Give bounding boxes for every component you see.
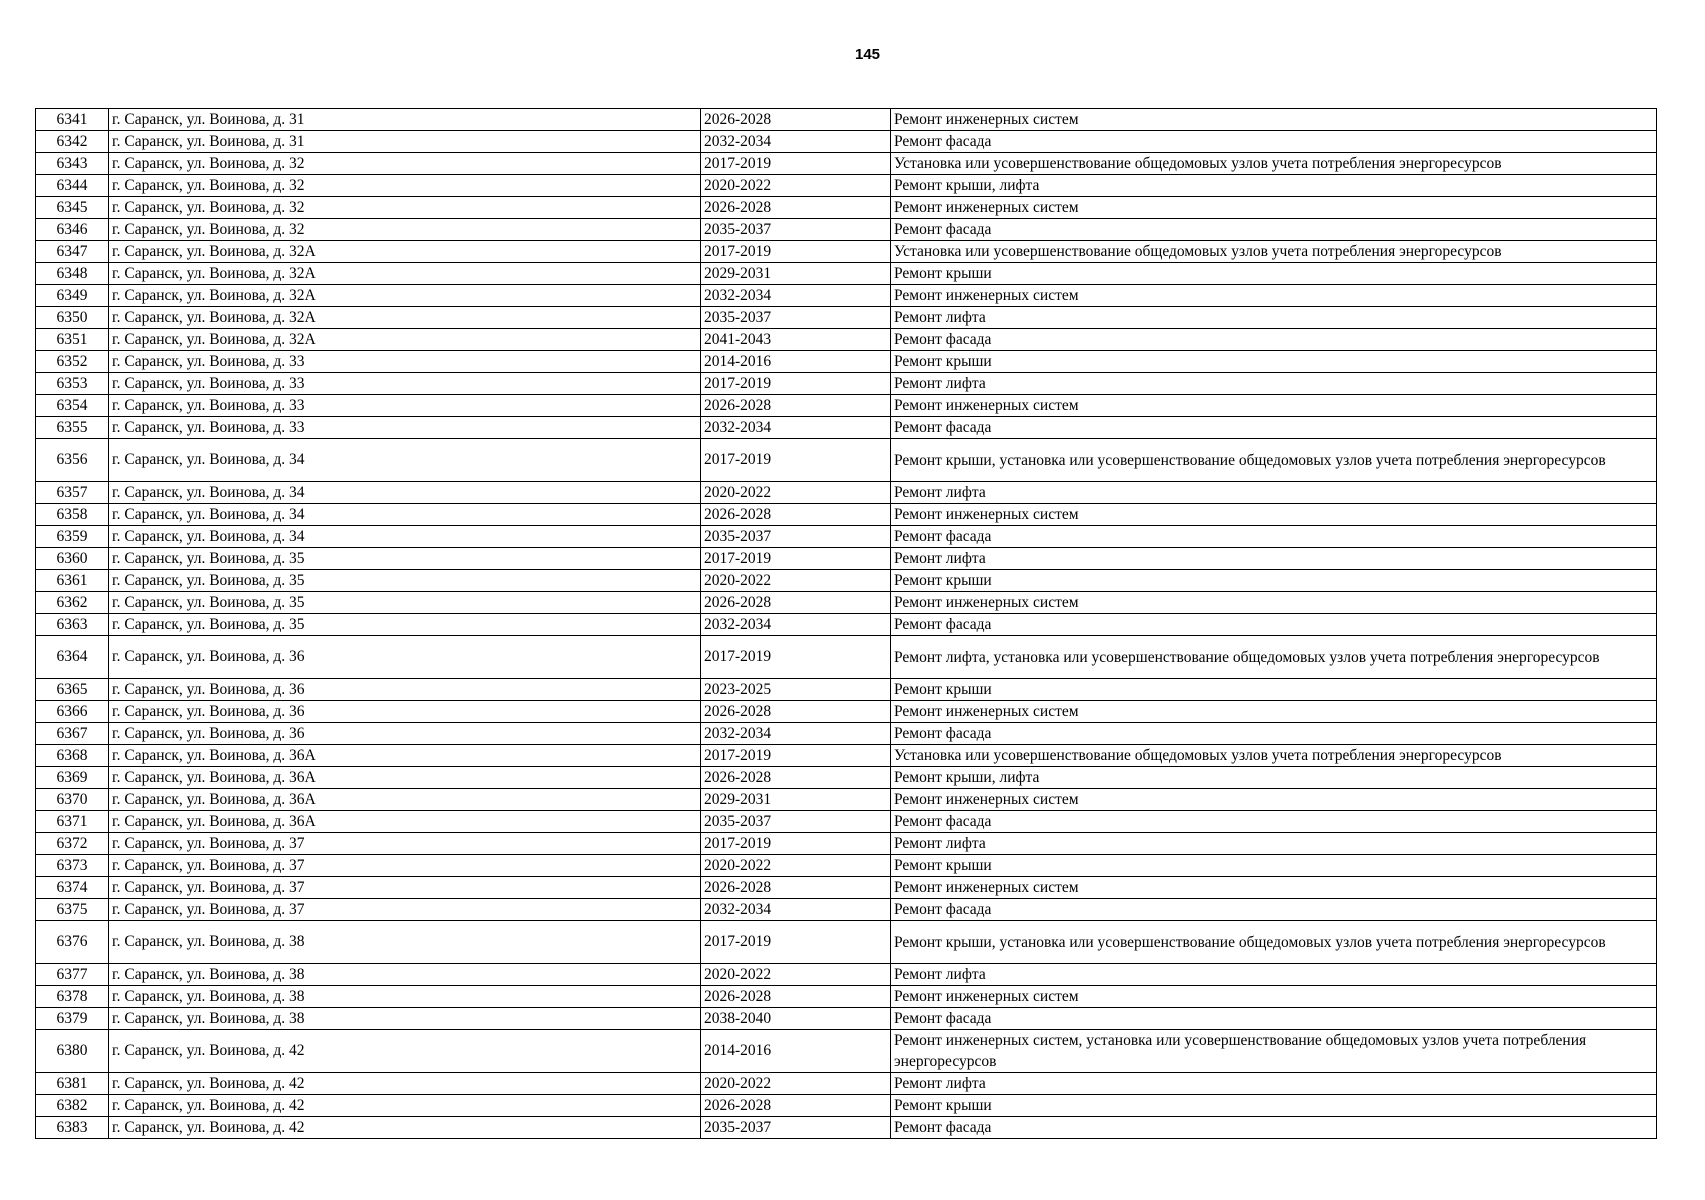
table-row <box>36 175 1657 197</box>
row-number: 6354 <box>36 395 109 417</box>
table-row <box>36 131 1657 153</box>
repair-schedule-table <box>35 108 1657 1139</box>
row-number: 6348 <box>36 263 109 285</box>
table-row <box>36 1008 1657 1030</box>
period-cell: 2035-2037 <box>701 811 891 833</box>
address-cell: г. Саранск, ул. Воинова, д. 42 <box>109 1030 701 1073</box>
period-cell: 2017-2019 <box>701 636 891 679</box>
row-number: 6376 <box>36 921 109 964</box>
table-row <box>36 351 1657 373</box>
address-cell: г. Саранск, ул. Воинова, д. 35 <box>109 614 701 636</box>
row-number: 6375 <box>36 899 109 921</box>
period-cell: 2017-2019 <box>701 833 891 855</box>
table-row <box>36 964 1657 986</box>
address-cell: г. Саранск, ул. Воинова, д. 32 <box>109 153 701 175</box>
work-type-cell: Ремонт крыши, установка или усовершенствование общедомовых узлов учета потребления энергоресурсов <box>891 921 1657 964</box>
table-row <box>36 504 1657 526</box>
table-row <box>36 679 1657 701</box>
work-type-cell: Ремонт инженерных систем <box>891 504 1657 526</box>
table-row <box>36 921 1657 964</box>
work-type-cell: Установка или усовершенствование общедомовых узлов учета потребления энергоресурсов <box>891 153 1657 175</box>
row-number: 6355 <box>36 417 109 439</box>
address-cell: г. Саранск, ул. Воинова, д. 36 <box>109 636 701 679</box>
work-type-cell: Установка или усовершенствование общедомовых узлов учета потребления энергоресурсов <box>891 745 1657 767</box>
work-type-cell: Ремонт лифта <box>891 482 1657 504</box>
table-row <box>36 855 1657 877</box>
work-type-cell: Ремонт фасада <box>891 219 1657 241</box>
row-number: 6358 <box>36 504 109 526</box>
work-type-cell: Ремонт инженерных систем <box>891 701 1657 723</box>
row-number: 6372 <box>36 833 109 855</box>
work-type-cell: Ремонт крыши, установка или усовершенствование общедомовых узлов учета потребления энергоресурсов <box>891 439 1657 482</box>
work-type-cell: Ремонт крыши, лифта <box>891 175 1657 197</box>
table-row <box>36 877 1657 899</box>
period-cell: 2020-2022 <box>701 175 891 197</box>
table-body <box>36 109 1657 1139</box>
period-cell: 2017-2019 <box>701 373 891 395</box>
work-type-cell: Ремонт инженерных систем <box>891 109 1657 131</box>
period-cell: 2020-2022 <box>701 1073 891 1095</box>
row-number: 6383 <box>36 1117 109 1139</box>
work-type-cell: Ремонт лифта <box>891 1073 1657 1095</box>
period-cell: 2017-2019 <box>701 439 891 482</box>
period-cell: 2035-2037 <box>701 219 891 241</box>
address-cell: г. Саранск, ул. Воинова, д. 42 <box>109 1073 701 1095</box>
table-row <box>36 986 1657 1008</box>
work-type-cell: Ремонт фасада <box>891 1008 1657 1030</box>
work-type-cell: Ремонт фасада <box>891 1117 1657 1139</box>
table-row <box>36 1030 1657 1073</box>
period-cell: 2026-2028 <box>701 877 891 899</box>
table-row <box>36 526 1657 548</box>
work-type-cell: Ремонт крыши <box>891 263 1657 285</box>
row-number: 6345 <box>36 197 109 219</box>
period-cell: 2014-2016 <box>701 1030 891 1073</box>
address-cell: г. Саранск, ул. Воинова, д. 37 <box>109 855 701 877</box>
row-number: 6373 <box>36 855 109 877</box>
table-row <box>36 197 1657 219</box>
address-cell: г. Саранск, ул. Воинова, д. 34 <box>109 526 701 548</box>
table-row <box>36 811 1657 833</box>
work-type-cell: Установка или усовершенствование общедомовых узлов учета потребления энергоресурсов <box>891 241 1657 263</box>
address-cell: г. Саранск, ул. Воинова, д. 33 <box>109 395 701 417</box>
work-type-cell: Ремонт инженерных систем <box>891 285 1657 307</box>
period-cell: 2023-2025 <box>701 679 891 701</box>
period-cell: 2020-2022 <box>701 570 891 592</box>
row-number: 6344 <box>36 175 109 197</box>
table-row <box>36 417 1657 439</box>
table-row <box>36 153 1657 175</box>
period-cell: 2017-2019 <box>701 921 891 964</box>
period-cell: 2029-2031 <box>701 789 891 811</box>
address-cell: г. Саранск, ул. Воинова, д. 32А <box>109 241 701 263</box>
period-cell: 2026-2028 <box>701 701 891 723</box>
period-cell: 2026-2028 <box>701 504 891 526</box>
row-number: 6356 <box>36 439 109 482</box>
address-cell: г. Саранск, ул. Воинова, д. 35 <box>109 592 701 614</box>
work-type-cell: Ремонт лифта <box>891 548 1657 570</box>
period-cell: 2035-2037 <box>701 307 891 329</box>
work-type-cell: Ремонт инженерных систем <box>891 197 1657 219</box>
period-cell: 2032-2034 <box>701 417 891 439</box>
table-row <box>36 570 1657 592</box>
row-number: 6380 <box>36 1030 109 1073</box>
period-cell: 2038-2040 <box>701 1008 891 1030</box>
period-cell: 2035-2037 <box>701 526 891 548</box>
work-type-cell: Ремонт лифта <box>891 833 1657 855</box>
table-row <box>36 285 1657 307</box>
work-type-cell: Ремонт фасада <box>891 811 1657 833</box>
period-cell: 2020-2022 <box>701 482 891 504</box>
address-cell: г. Саранск, ул. Воинова, д. 35 <box>109 570 701 592</box>
work-type-cell: Ремонт крыши <box>891 855 1657 877</box>
period-cell: 2026-2028 <box>701 592 891 614</box>
row-number: 6374 <box>36 877 109 899</box>
table-row <box>36 548 1657 570</box>
period-cell: 2017-2019 <box>701 745 891 767</box>
table-row <box>36 767 1657 789</box>
address-cell: г. Саранск, ул. Воинова, д. 32А <box>109 307 701 329</box>
row-number: 6352 <box>36 351 109 373</box>
period-cell: 2026-2028 <box>701 986 891 1008</box>
work-type-cell: Ремонт инженерных систем <box>891 877 1657 899</box>
period-cell: 2017-2019 <box>701 241 891 263</box>
period-cell: 2017-2019 <box>701 153 891 175</box>
row-number: 6370 <box>36 789 109 811</box>
row-number: 6346 <box>36 219 109 241</box>
row-number: 6365 <box>36 679 109 701</box>
row-number: 6359 <box>36 526 109 548</box>
address-cell: г. Саранск, ул. Воинова, д. 35 <box>109 548 701 570</box>
address-cell: г. Саранск, ул. Воинова, д. 36 <box>109 701 701 723</box>
address-cell: г. Саранск, ул. Воинова, д. 32 <box>109 175 701 197</box>
table-row <box>36 373 1657 395</box>
work-type-cell: Ремонт лифта <box>891 964 1657 986</box>
work-type-cell: Ремонт крыши <box>891 351 1657 373</box>
row-number: 6368 <box>36 745 109 767</box>
period-cell: 2032-2034 <box>701 131 891 153</box>
row-number: 6349 <box>36 285 109 307</box>
address-cell: г. Саранск, ул. Воинова, д. 31 <box>109 109 701 131</box>
row-number: 6357 <box>36 482 109 504</box>
work-type-cell: Ремонт инженерных систем, установка или усовершенствование общедомовых узлов учета потребления энергоресурсов <box>891 1030 1657 1073</box>
work-type-cell: Ремонт фасада <box>891 417 1657 439</box>
table-row <box>36 241 1657 263</box>
row-number: 6361 <box>36 570 109 592</box>
table-row <box>36 723 1657 745</box>
address-cell: г. Саранск, ул. Воинова, д. 34 <box>109 504 701 526</box>
table-row <box>36 329 1657 351</box>
period-cell: 2032-2034 <box>701 285 891 307</box>
address-cell: г. Саранск, ул. Воинова, д. 33 <box>109 373 701 395</box>
table-row <box>36 219 1657 241</box>
page-number: 145 <box>854 46 881 63</box>
table-row <box>36 482 1657 504</box>
address-cell: г. Саранск, ул. Воинова, д. 36А <box>109 789 701 811</box>
row-number: 6366 <box>36 701 109 723</box>
period-cell: 2017-2019 <box>701 548 891 570</box>
address-cell: г. Саранск, ул. Воинова, д. 36А <box>109 811 701 833</box>
work-type-cell: Ремонт крыши <box>891 570 1657 592</box>
period-cell: 2026-2028 <box>701 395 891 417</box>
work-type-cell: Ремонт фасада <box>891 329 1657 351</box>
work-type-cell: Ремонт инженерных систем <box>891 789 1657 811</box>
table-row <box>36 439 1657 482</box>
table-row <box>36 592 1657 614</box>
table-row <box>36 745 1657 767</box>
period-cell: 2032-2034 <box>701 614 891 636</box>
work-type-cell: Ремонт фасада <box>891 614 1657 636</box>
work-type-cell: Ремонт лифта, установка или усовершенствование общедомовых узлов учета потребления энергоресурсов <box>891 636 1657 679</box>
row-number: 6347 <box>36 241 109 263</box>
period-cell: 2026-2028 <box>701 1095 891 1117</box>
address-cell: г. Саранск, ул. Воинова, д. 38 <box>109 964 701 986</box>
address-cell: г. Саранск, ул. Воинова, д. 36А <box>109 745 701 767</box>
period-cell: 2041-2043 <box>701 329 891 351</box>
work-type-cell: Ремонт фасада <box>891 526 1657 548</box>
period-cell: 2032-2034 <box>701 723 891 745</box>
table-row <box>36 636 1657 679</box>
address-cell: г. Саранск, ул. Воинова, д. 42 <box>109 1095 701 1117</box>
table-row <box>36 1117 1657 1139</box>
work-type-cell: Ремонт крыши, лифта <box>891 767 1657 789</box>
address-cell: г. Саранск, ул. Воинова, д. 32А <box>109 263 701 285</box>
row-number: 6362 <box>36 592 109 614</box>
row-number: 6382 <box>36 1095 109 1117</box>
work-type-cell: Ремонт крыши <box>891 1095 1657 1117</box>
row-number: 6369 <box>36 767 109 789</box>
table-row <box>36 614 1657 636</box>
address-cell: г. Саранск, ул. Воинова, д. 32 <box>109 197 701 219</box>
row-number: 6360 <box>36 548 109 570</box>
period-cell: 2035-2037 <box>701 1117 891 1139</box>
work-type-cell: Ремонт лифта <box>891 307 1657 329</box>
work-type-cell: Ремонт фасада <box>891 723 1657 745</box>
address-cell: г. Саранск, ул. Воинова, д. 38 <box>109 1008 701 1030</box>
work-type-cell: Ремонт крыши <box>891 679 1657 701</box>
period-cell: 2029-2031 <box>701 263 891 285</box>
address-cell: г. Саранск, ул. Воинова, д. 36 <box>109 679 701 701</box>
row-number: 6378 <box>36 986 109 1008</box>
row-number: 6350 <box>36 307 109 329</box>
work-type-cell: Ремонт фасада <box>891 131 1657 153</box>
address-cell: г. Саранск, ул. Воинова, д. 37 <box>109 877 701 899</box>
work-type-cell: Ремонт инженерных систем <box>891 395 1657 417</box>
period-cell: 2026-2028 <box>701 767 891 789</box>
address-cell: г. Саранск, ул. Воинова, д. 36 <box>109 723 701 745</box>
row-number: 6363 <box>36 614 109 636</box>
work-type-cell: Ремонт фасада <box>891 899 1657 921</box>
row-number: 6341 <box>36 109 109 131</box>
address-cell: г. Саранск, ул. Воинова, д. 32 <box>109 219 701 241</box>
table-row <box>36 1095 1657 1117</box>
address-cell: г. Саранск, ул. Воинова, д. 42 <box>109 1117 701 1139</box>
work-type-cell: Ремонт лифта <box>891 373 1657 395</box>
work-type-cell: Ремонт инженерных систем <box>891 592 1657 614</box>
table-row <box>36 109 1657 131</box>
row-number: 6377 <box>36 964 109 986</box>
row-number: 6379 <box>36 1008 109 1030</box>
row-number: 6351 <box>36 329 109 351</box>
address-cell: г. Саранск, ул. Воинова, д. 37 <box>109 899 701 921</box>
address-cell: г. Саранск, ул. Воинова, д. 34 <box>109 482 701 504</box>
table-row <box>36 701 1657 723</box>
table-row <box>36 395 1657 417</box>
row-number: 6381 <box>36 1073 109 1095</box>
row-number: 6343 <box>36 153 109 175</box>
address-cell: г. Саранск, ул. Воинова, д. 33 <box>109 351 701 373</box>
address-cell: г. Саранск, ул. Воинова, д. 31 <box>109 131 701 153</box>
address-cell: г. Саранск, ул. Воинова, д. 32А <box>109 329 701 351</box>
address-cell: г. Саранск, ул. Воинова, д. 34 <box>109 439 701 482</box>
row-number: 6371 <box>36 811 109 833</box>
period-cell: 2020-2022 <box>701 855 891 877</box>
row-number: 6342 <box>36 131 109 153</box>
period-cell: 2020-2022 <box>701 964 891 986</box>
address-cell: г. Саранск, ул. Воинова, д. 38 <box>109 921 701 964</box>
row-number: 6367 <box>36 723 109 745</box>
address-cell: г. Саранск, ул. Воинова, д. 33 <box>109 417 701 439</box>
table-row <box>36 1073 1657 1095</box>
address-cell: г. Саранск, ул. Воинова, д. 32А <box>109 285 701 307</box>
table-row <box>36 899 1657 921</box>
row-number: 6353 <box>36 373 109 395</box>
address-cell: г. Саранск, ул. Воинова, д. 37 <box>109 833 701 855</box>
table-row <box>36 833 1657 855</box>
period-cell: 2014-2016 <box>701 351 891 373</box>
table-row <box>36 307 1657 329</box>
period-cell: 2032-2034 <box>701 899 891 921</box>
address-cell: г. Саранск, ул. Воинова, д. 36А <box>109 767 701 789</box>
period-cell: 2026-2028 <box>701 197 891 219</box>
work-type-cell: Ремонт инженерных систем <box>891 986 1657 1008</box>
address-cell: г. Саранск, ул. Воинова, д. 38 <box>109 986 701 1008</box>
table-row <box>36 789 1657 811</box>
row-number: 6364 <box>36 636 109 679</box>
period-cell: 2026-2028 <box>701 109 891 131</box>
table-row <box>36 263 1657 285</box>
